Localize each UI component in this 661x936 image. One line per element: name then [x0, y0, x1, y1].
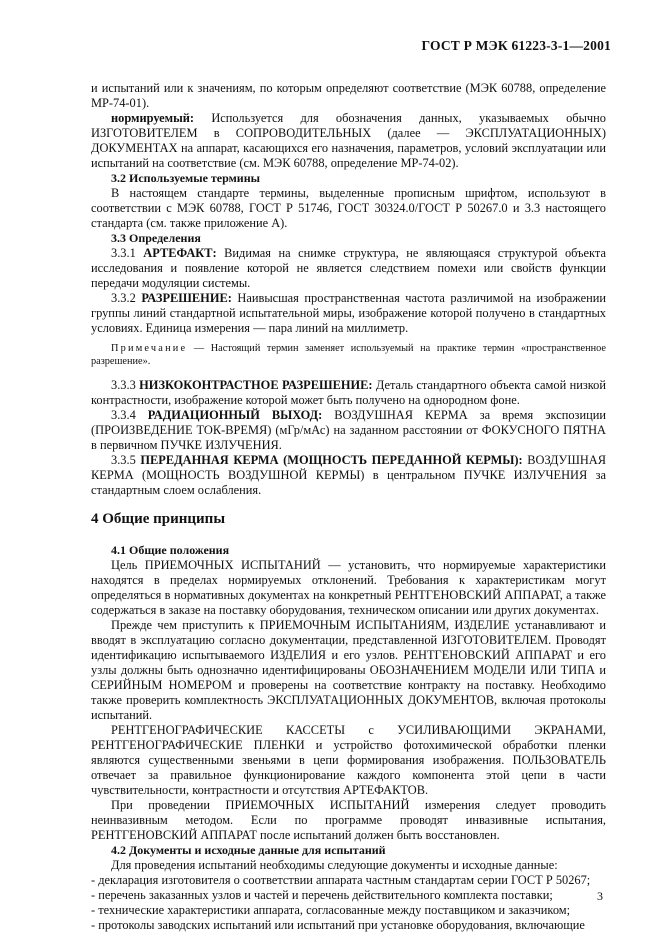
paragraph-4-1-b: Прежде чем приступить к ПРИЕМОЧНЫМ ИСПЫТАНИЯМ, ИЗДЕЛИЕ устанавливают и вводят в эксплуатацию согласно документации, представленной ИЗГОТОВИТЕЛЕМ. Проводят идентификацию испытываемого ИЗДЕЛИЯ и его узлов. РЕНТГЕНОВСКИЙ АППАРАТ и его узлы должны быть однозначно идентифицированы ОБОЗНАЧЕНИЕМ МОДЕЛИ ИЛИ ТИПА и СЕРИЙНЫМ НОМЕРОМ и проверены на соответствие контракту на поставку. Необходимо также проверить комплектность ЭКСПЛУАТАЦИОННЫХ ДОКУМЕНТОВ, включая протоколы испытаний. [91, 618, 606, 722]
definition-text: ВОЗДУШНАЯ КЕРМА (МОЩНОСТЬ ВОЗДУШНОЙ КЕРМЫ) в центральном ПУЧКЕ ИЗЛУЧЕНИЯ за стандартным слоем ослабления. [91, 453, 606, 497]
definition-text: Наивысшая пространственная частота различимой на изображении группы линий стандартной испытательной миры, изображение которой получено в стандартных условиях. Единица измерения — пара линий на миллиметр. [91, 291, 606, 335]
definition-text: ВОЗДУШНАЯ КЕРМА за время экспозиции (ПРОИЗВЕДЕНИЕ ТОК-ВРЕМЯ) (мГр/мАс) на заданном расстоянии от ФОКУСНОГО ПЯТНА в первичном ПУЧКЕ ИЗЛУЧЕНИЯ. [91, 408, 606, 452]
definition-normalized [91, 111, 606, 171]
definition-term: НИЗКОКОНТРАСТНОЕ РАЗРЕШЕНИЕ: [139, 378, 373, 392]
subsection-heading-3-3: 3.3 Определения [111, 231, 201, 245]
page-body [91, 81, 606, 933]
definition-number: 3.3.2 [111, 291, 142, 305]
definition-3-3-4 [91, 408, 606, 453]
paragraph-continuation: и испытаний или к значениям, по которым определяют соответствие (МЭК 60788, определение МР-74-01). [91, 81, 606, 110]
subsection-heading-4-2: 4.2 Документы и исходные данные для испытаний [111, 843, 386, 857]
list-item: - декларация изготовителя о соответствии аппарата частным стандартам серии ГОСТ Р 50267; [91, 873, 591, 887]
definition-number: 3.3.1 [111, 246, 144, 260]
page-number: 3 [597, 889, 603, 903]
subsection-heading-3-2: 3.2 Используемые термины [111, 171, 260, 185]
definition-term: нормируемый: [111, 111, 195, 125]
definition-3-3-5 [91, 453, 606, 498]
definition-term: АРТЕФАКТ: [143, 246, 217, 260]
definition-number: 3.3.5 [111, 453, 141, 467]
list-item: - перечень заказанных узлов и частей и перечень действительного комплекта поставки; [91, 888, 553, 902]
definition-text: Видимая на снимке структура, не являющаяся структурой объекта исследования и появление которой не является следствием помехи или свойств функции передачи модуляции системы. [91, 246, 606, 290]
note [91, 342, 606, 368]
definition-text: Используется для обозначения данных, указываемых обычно ИЗГОТОВИТЕЛЕМ в СОПРОВОДИТЕЛЬНЫХ (далее — ЭКСПЛУАТАЦИОННЫХ) ДОКУМЕНТАХ на аппарат, касающихся его назначения, параметров, условий эксплуатации или испытаний на соответствие (см. МЭК 60788, определение МР-74-02). [91, 111, 606, 170]
definition-3-3-2 [91, 291, 606, 336]
paragraph-4-1-a: Цель ПРИЕМОЧНЫХ ИСПЫТАНИЙ — установить, что нормируемые характеристики находятся в пределах нормируемых отклонений. Требования к характеристикам могут определяться в нормативных документах на конкретный РЕНТГЕНОВСКИЙ АППАРАТ, а также содержаться в заказе на поставку оборудования, техническом описании или других документах. [91, 558, 606, 617]
list-item: - технические характеристики аппарата, согласованные между поставщиком и заказчиком; [91, 903, 571, 917]
document-code-header: ГОСТ Р МЭК 61223-3-1—2001 [421, 38, 611, 53]
definition-term: РАДИАЦИОННЫЙ ВЫХОД: [147, 408, 323, 422]
paragraph-4-1-c: РЕНТГЕНОГРАФИЧЕСКИЕ КАССЕТЫ с УСИЛИВАЮЩИМИ ЭКРАНАМИ, РЕНТГЕНОГРАФИЧЕСКИЕ ПЛЕНКИ и устройство фотохимической обработки пленки являются существенными звеньями в цепи формирования изображения. ПОЛЬЗОВАТЕЛЬ отвечает за правильное функционирование каждого компонента этой цепи в части чувствительности, контрастности и отсутствия АРТЕФАКТОВ. [91, 723, 606, 797]
list-item: - протоколы заводских испытаний или испытаний при установке оборудования, включающие [91, 918, 585, 932]
definition-number: 3.3.3 [111, 378, 140, 392]
definition-text: Деталь стандартного объекта самой низкой контрастности, изображение которой может быть получено на однородном фоне. [91, 378, 606, 407]
paragraph-4-2: Для проведения испытаний необходимы следующие документы и исходные данные: [111, 858, 558, 872]
note-label: Примечание [111, 343, 188, 354]
note-text: — Настоящий термин заменяет используемый на практике термин «пространственное разрешение». [91, 343, 606, 367]
paragraph-3-2: В настоящем стандарте термины, выделенные прописным шрифтом, используют в соответствии с МЭК 60788, ГОСТ Р 51746, ГОСТ 30324.0/ГОСТ Р 50267.0 и 3.3 настоящего стандарта (см. также приложение А). [91, 186, 606, 230]
section-heading-4: 4 Общие принципы [91, 511, 226, 527]
definition-term: РАЗРЕШЕНИЕ: [141, 291, 232, 305]
paragraph-4-1-d: При проведении ПРИЕМОЧНЫХ ИСПЫТАНИЙ измерения следует проводить неинвазивным методом. Если по программе проводят инвазивные испытания, РЕНТГЕНОВСКИЙ АППАРАТ после испытаний должен быть восстановлен. [91, 798, 606, 842]
definition-3-3-3 [91, 378, 606, 408]
definition-3-3-1 [91, 246, 606, 291]
definition-term: ПЕРЕДАННАЯ КЕРМА (МОЩНОСТЬ ПЕРЕДАННОЙ КЕРМЫ): [140, 453, 523, 467]
definition-number: 3.3.4 [111, 408, 148, 422]
requirements-list [91, 873, 606, 933]
subsection-heading-4-1: 4.1 Общие положения [111, 543, 230, 557]
